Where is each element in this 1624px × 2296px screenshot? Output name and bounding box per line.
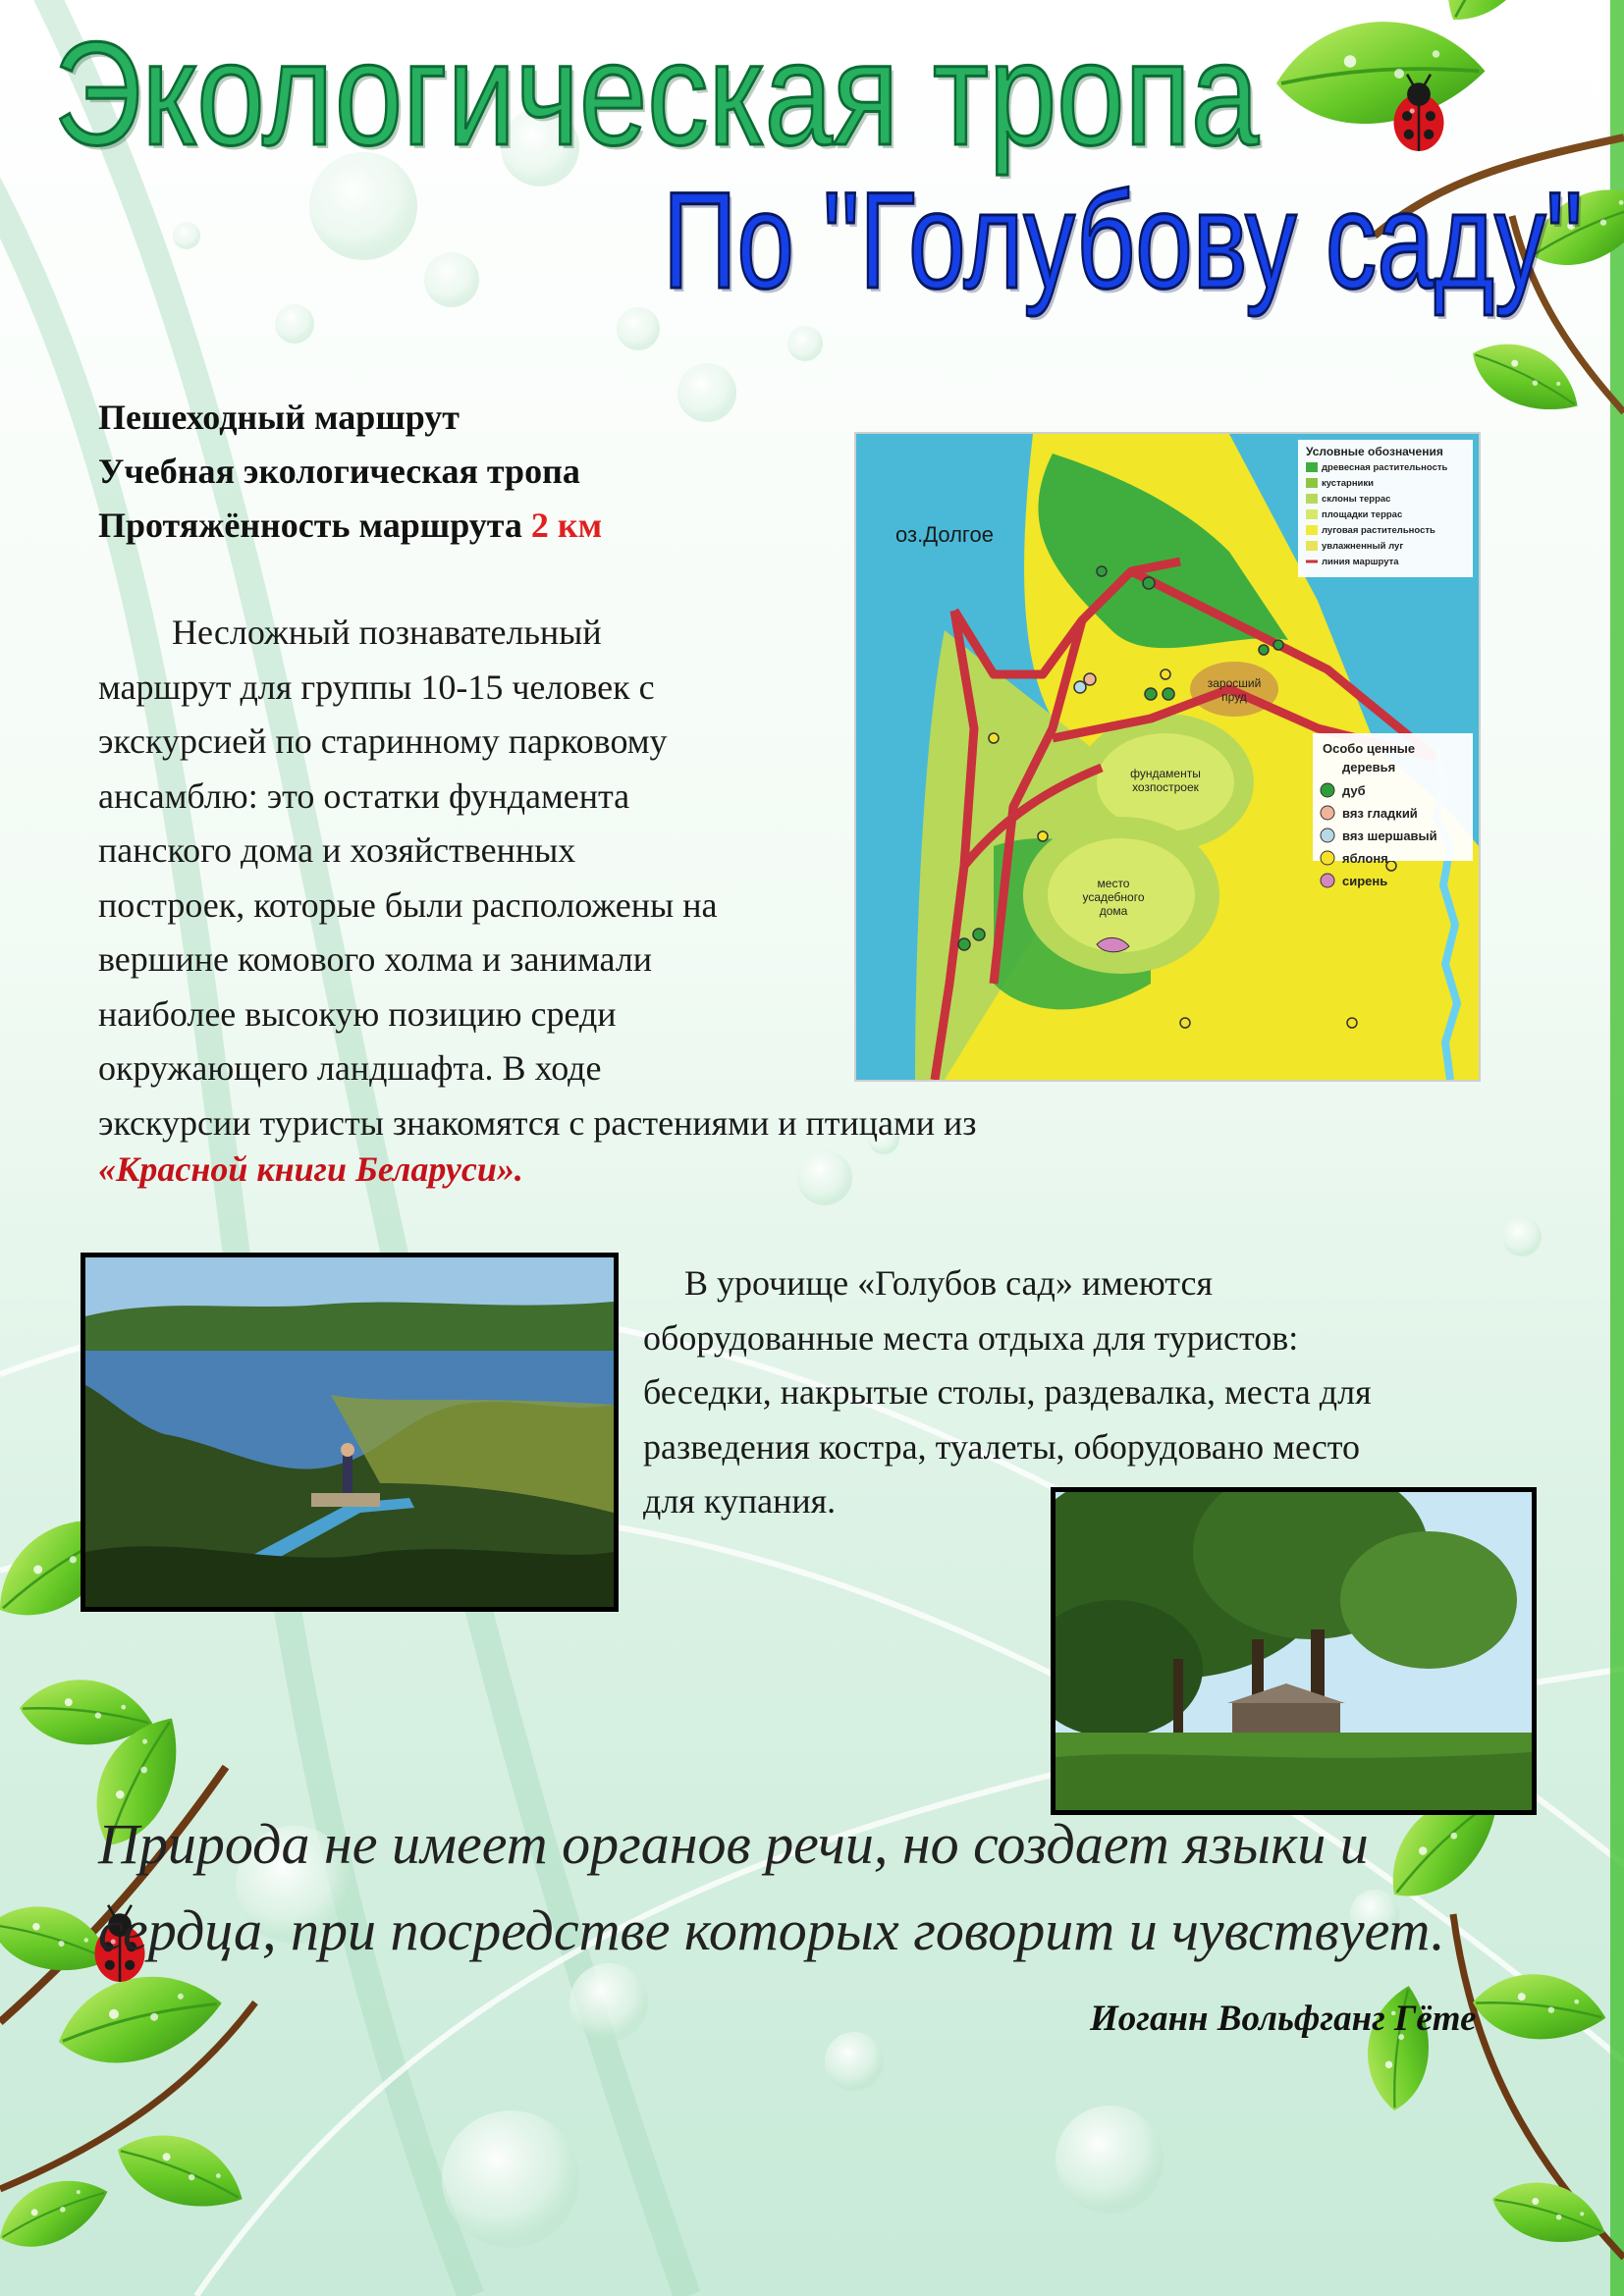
- description-line: окружающего ландшафта. В ходе: [98, 1048, 602, 1088]
- map-legend-item: линия маршрута: [1322, 557, 1399, 567]
- route-length-value: 2 км: [530, 506, 603, 545]
- description-line: ансамблю: это остатки фундамента: [98, 775, 630, 816]
- route-length-label: Протяжённость маршрута: [98, 506, 522, 545]
- map-tree-item: яблоня: [1342, 851, 1388, 866]
- map-legend-item: кустарники: [1322, 478, 1374, 489]
- amenities-line: разведения костра, туалеты, оборудовано место: [643, 1426, 1361, 1467]
- map-estate-label: место: [1097, 877, 1130, 890]
- route-map: [854, 432, 1481, 1082]
- map-legend-title: Условные обозначения: [1306, 445, 1443, 458]
- map-tree-item: вяз шершавый: [1342, 828, 1437, 843]
- map-legend-item: площадки террас: [1322, 509, 1403, 520]
- lake-photo-illustration: [85, 1257, 614, 1607]
- route-info: [98, 391, 602, 553]
- map-tree-item: вяз гладкий: [1342, 806, 1418, 821]
- map-trees-title: Особо ценные: [1323, 741, 1416, 756]
- route-length: [98, 499, 602, 553]
- amenities-line: оборудованные места отдыха для туристов:: [643, 1317, 1299, 1358]
- quote-author: Иоганн Вольфганг Гёте: [1090, 1999, 1477, 2039]
- amenities-line: беседки, накрытые столы, раздевалка, места для: [643, 1372, 1372, 1412]
- map-pond-label: заросший: [1207, 676, 1262, 690]
- description-line: наиболее высокую позицию среди: [98, 993, 617, 1034]
- route-type: Пешеходный маршрут: [98, 398, 460, 437]
- map-estate-label: усадебного: [1082, 890, 1145, 904]
- map-tree-item: дуб: [1342, 783, 1366, 798]
- trail-type: Учебная экологическая тропа: [98, 452, 580, 491]
- route-map-drawing: [856, 434, 1479, 1080]
- amenities-line: В урочище «Голубов сад» имеются: [684, 1263, 1213, 1303]
- amenities-line: для купания.: [643, 1481, 837, 1521]
- description-line: экскурсии туристы знакомятся с растениями и птицами из: [98, 1102, 977, 1143]
- description-line: экскурсией по старинному парковому: [98, 721, 668, 761]
- map-estate-label: дома: [1099, 904, 1128, 918]
- map-legend-item: древесная растительность: [1322, 462, 1448, 473]
- map-trees-title: деревья: [1342, 760, 1396, 774]
- map-foundations-label: хозпостроек: [1132, 780, 1199, 794]
- description-line: вершине комового холма и занимали: [98, 939, 653, 979]
- goethe-quote: [98, 1801, 1492, 1974]
- quote-line: сердца, при посредстве которых говорит и чувствует.: [98, 1898, 1445, 1962]
- quote-line: Природа не имеет органов речи, но создает языки и: [98, 1812, 1369, 1876]
- description-line: Несложный познавательный: [172, 613, 602, 652]
- map-tree-item: сирень: [1342, 874, 1388, 888]
- red-book-reference: «Красной книги Беларуси».: [98, 1149, 523, 1189]
- lake-photo: [81, 1253, 619, 1612]
- map-pond-label: пруд: [1221, 690, 1247, 704]
- description-line: построек, которые были расположены на: [98, 884, 718, 925]
- page-subtitle: По "Голубову саду": [663, 163, 1583, 317]
- description-line: маршрут для группы 10-15 человек с: [98, 667, 655, 707]
- park-photo: [1051, 1487, 1537, 1815]
- map-legend-item: луговая растительность: [1322, 525, 1435, 536]
- map-lake-label: оз.Долгое: [895, 522, 994, 547]
- description-line: панского дома и хозяйственных: [98, 830, 576, 870]
- map-legend-item: увлажненный луг: [1322, 541, 1404, 552]
- page-title: Экологическая тропа: [54, 11, 1260, 176]
- map-legend-item: склоны террас: [1322, 494, 1391, 505]
- park-photo-illustration: [1056, 1492, 1532, 1810]
- map-foundations-label: фундаменты: [1130, 767, 1201, 780]
